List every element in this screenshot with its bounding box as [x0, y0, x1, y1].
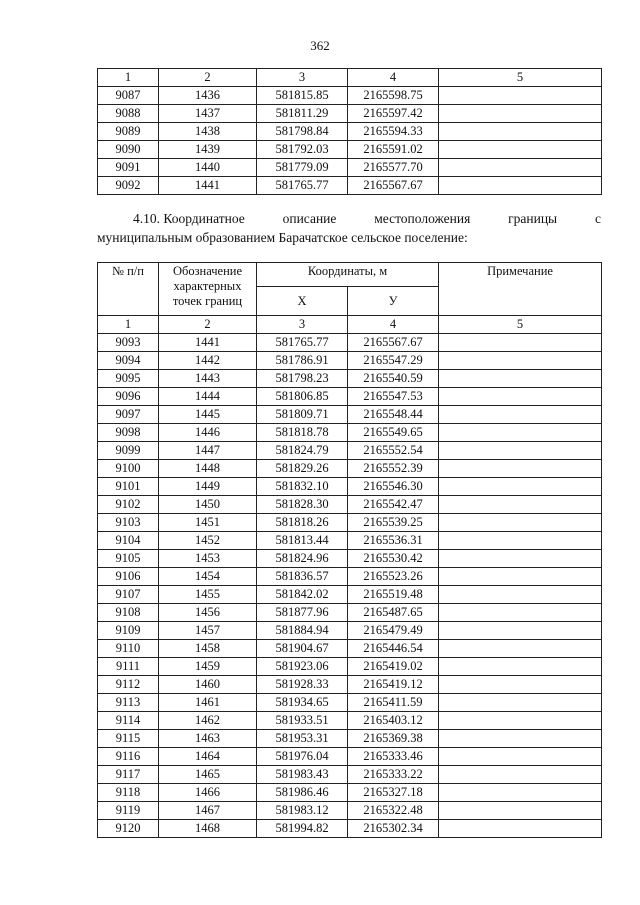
note-cell [439, 802, 602, 820]
column-number: 1 [98, 316, 159, 334]
row-number-cell: 9102 [98, 496, 159, 514]
point-designation-cell: 1467 [159, 802, 257, 820]
table-row [98, 334, 602, 352]
point-designation-cell: 1447 [159, 442, 257, 460]
point-designation-cell: 1466 [159, 784, 257, 802]
note-cell [439, 676, 602, 694]
column-number: 2 [159, 316, 257, 334]
column-number: 5 [439, 69, 602, 87]
x-coordinate-cell: 581953.31 [257, 730, 348, 748]
row-number-cell: 9103 [98, 514, 159, 532]
point-designation-cell: 1468 [159, 820, 257, 838]
note-cell [439, 514, 602, 532]
point-designation-cell: 1440 [159, 159, 257, 177]
coordinates-table [97, 262, 602, 838]
x-coordinate-cell: 581779.09 [257, 159, 348, 177]
column-number: 5 [439, 316, 602, 334]
table-row [98, 766, 602, 784]
table-body [98, 334, 602, 838]
point-designation-cell: 1446 [159, 424, 257, 442]
note-cell [439, 123, 602, 141]
x-coordinate-cell: 581986.46 [257, 784, 348, 802]
row-number-cell: 9110 [98, 640, 159, 658]
note-cell [439, 730, 602, 748]
table-row [98, 514, 602, 532]
note-cell [439, 478, 602, 496]
x-coordinate-cell: 581829.26 [257, 460, 348, 478]
table-row [98, 159, 602, 177]
x-coordinate-cell: 581824.96 [257, 550, 348, 568]
table-body [98, 87, 602, 195]
x-coordinate-cell: 581765.77 [257, 334, 348, 352]
y-coordinate-cell: 2165598.75 [348, 87, 439, 105]
page-number: 362 [310, 38, 330, 53]
heading-word: границы [508, 211, 558, 226]
note-cell [439, 622, 602, 640]
row-number-cell: 9100 [98, 460, 159, 478]
point-designation-cell: 1453 [159, 550, 257, 568]
point-designation-cell: 1461 [159, 694, 257, 712]
table-row [98, 712, 602, 730]
point-designation-cell: 1457 [159, 622, 257, 640]
table-row [98, 177, 602, 195]
table-row [98, 141, 602, 159]
table-row [98, 370, 602, 388]
x-coordinate-cell: 581815.85 [257, 87, 348, 105]
x-coordinate-cell: 581824.79 [257, 442, 348, 460]
y-coordinate-cell: 2165552.54 [348, 442, 439, 460]
y-coordinate-cell: 2165403.12 [348, 712, 439, 730]
point-designation-cell: 1441 [159, 334, 257, 352]
note-cell [439, 550, 602, 568]
x-coordinate-cell: 581836.57 [257, 568, 348, 586]
point-designation-cell: 1443 [159, 370, 257, 388]
note-cell [439, 748, 602, 766]
table-row [98, 424, 602, 442]
y-coordinate-cell: 2165530.42 [348, 550, 439, 568]
y-coordinate-cell: 2165333.22 [348, 766, 439, 784]
x-coordinate-cell: 581828.30 [257, 496, 348, 514]
x-coordinate-cell: 581798.84 [257, 123, 348, 141]
row-number-cell: 9107 [98, 586, 159, 604]
y-coordinate-cell: 2165549.65 [348, 424, 439, 442]
row-number-cell: 9099 [98, 442, 159, 460]
table-row [98, 658, 602, 676]
header-coordinates: Координаты, м [257, 263, 439, 287]
y-coordinate-cell: 2165594.33 [348, 123, 439, 141]
note-cell [439, 658, 602, 676]
y-coordinate-cell: 2165322.48 [348, 802, 439, 820]
row-number-cell: 9113 [98, 694, 159, 712]
row-number-cell: 9087 [98, 87, 159, 105]
row-number-cell: 9088 [98, 105, 159, 123]
row-number-cell: 9109 [98, 622, 159, 640]
table-row [98, 406, 602, 424]
x-coordinate-cell: 581983.43 [257, 766, 348, 784]
point-designation-cell: 1458 [159, 640, 257, 658]
column-numbering-row [98, 69, 602, 87]
note-cell [439, 640, 602, 658]
y-coordinate-cell: 2165369.38 [348, 730, 439, 748]
row-number-cell: 9120 [98, 820, 159, 838]
row-number-cell: 9091 [98, 159, 159, 177]
point-designation-cell: 1436 [159, 87, 257, 105]
x-coordinate-cell: 581934.65 [257, 694, 348, 712]
y-coordinate-cell: 2165546.30 [348, 478, 439, 496]
y-coordinate-cell: 2165327.18 [348, 784, 439, 802]
x-coordinate-cell: 581813.44 [257, 532, 348, 550]
note-cell [439, 406, 602, 424]
table-row [98, 496, 602, 514]
note-cell [439, 352, 602, 370]
y-coordinate-cell: 2165542.47 [348, 496, 439, 514]
table-row [98, 604, 602, 622]
table-row [98, 820, 602, 838]
table-row [98, 802, 602, 820]
point-designation-cell: 1438 [159, 123, 257, 141]
row-number-cell: 9106 [98, 568, 159, 586]
table-row [98, 748, 602, 766]
x-coordinate-cell: 581983.12 [257, 802, 348, 820]
row-number-cell: 9095 [98, 370, 159, 388]
point-designation-cell: 1464 [159, 748, 257, 766]
y-coordinate-cell: 2165523.26 [348, 568, 439, 586]
row-number-cell: 9101 [98, 478, 159, 496]
row-number-cell: 9098 [98, 424, 159, 442]
x-coordinate-cell: 581809.71 [257, 406, 348, 424]
y-coordinate-cell: 2165552.39 [348, 460, 439, 478]
table-row [98, 586, 602, 604]
point-designation-cell: 1455 [159, 586, 257, 604]
point-designation-cell: 1442 [159, 352, 257, 370]
note-cell [439, 460, 602, 478]
column-number: 3 [257, 69, 348, 87]
heading-word: местоположения [374, 211, 471, 226]
section-heading-line-2: муниципальным образованием Барачатское сельское поселение: [97, 230, 468, 245]
row-number-cell: 9089 [98, 123, 159, 141]
table-row [98, 532, 602, 550]
y-coordinate-cell: 2165419.12 [348, 676, 439, 694]
point-designation-cell: 1462 [159, 712, 257, 730]
note-cell [439, 388, 602, 406]
y-coordinate-cell: 2165539.25 [348, 514, 439, 532]
note-cell [439, 496, 602, 514]
x-coordinate-cell: 581994.82 [257, 820, 348, 838]
table-row [98, 694, 602, 712]
row-number-cell: 9104 [98, 532, 159, 550]
row-number-cell: 9115 [98, 730, 159, 748]
x-coordinate-cell: 581904.67 [257, 640, 348, 658]
table-row [98, 123, 602, 141]
table-row [98, 622, 602, 640]
header-x: Х [257, 287, 348, 316]
column-number: 4 [348, 316, 439, 334]
point-designation-cell: 1448 [159, 460, 257, 478]
x-coordinate-cell: 581798.23 [257, 370, 348, 388]
note-cell [439, 712, 602, 730]
table-row [98, 87, 602, 105]
note-cell [439, 766, 602, 784]
table-row [98, 352, 602, 370]
y-coordinate-cell: 2165548.44 [348, 406, 439, 424]
point-designation-cell: 1441 [159, 177, 257, 195]
note-cell [439, 784, 602, 802]
y-coordinate-cell: 2165547.29 [348, 352, 439, 370]
x-coordinate-cell: 581884.94 [257, 622, 348, 640]
column-number: 2 [159, 69, 257, 87]
y-coordinate-cell: 2165536.31 [348, 532, 439, 550]
y-coordinate-cell: 2165302.34 [348, 820, 439, 838]
note-cell [439, 87, 602, 105]
column-numbering-row [98, 316, 602, 334]
row-number-cell: 9108 [98, 604, 159, 622]
note-cell [439, 820, 602, 838]
note-cell [439, 604, 602, 622]
x-coordinate-cell: 581923.06 [257, 658, 348, 676]
table-row [98, 550, 602, 568]
header-note: Примечание [439, 263, 602, 316]
header-row-number: № п/п [98, 263, 159, 316]
heading-word: с [594, 211, 601, 226]
note-cell [439, 568, 602, 586]
y-coordinate-cell: 2165446.54 [348, 640, 439, 658]
y-coordinate-cell: 2165519.48 [348, 586, 439, 604]
y-coordinate-cell: 2165487.65 [348, 604, 439, 622]
row-number-cell: 9117 [98, 766, 159, 784]
y-coordinate-cell: 2165597.42 [348, 105, 439, 123]
table-row [98, 676, 602, 694]
point-designation-cell: 1451 [159, 514, 257, 532]
point-designation-cell: 1452 [159, 532, 257, 550]
note-cell [439, 586, 602, 604]
x-coordinate-cell: 581976.04 [257, 748, 348, 766]
table-row [98, 730, 602, 748]
point-designation-cell: 1460 [159, 676, 257, 694]
coordinates-table-continued [97, 68, 602, 195]
y-coordinate-cell: 2165547.53 [348, 388, 439, 406]
row-number-cell: 9111 [98, 658, 159, 676]
x-coordinate-cell: 581786.91 [257, 352, 348, 370]
header-point-designation: Обозначение характерных точек границ [159, 263, 257, 316]
row-number-cell: 9090 [98, 141, 159, 159]
row-number-cell: 9096 [98, 388, 159, 406]
table-row [98, 784, 602, 802]
table-row [98, 388, 602, 406]
point-designation-cell: 1463 [159, 730, 257, 748]
x-coordinate-cell: 581792.03 [257, 141, 348, 159]
x-coordinate-cell: 581765.77 [257, 177, 348, 195]
row-number-cell: 9112 [98, 676, 159, 694]
x-coordinate-cell: 581928.33 [257, 676, 348, 694]
section-heading [97, 209, 601, 247]
point-designation-cell: 1465 [159, 766, 257, 784]
point-designation-cell: 1456 [159, 604, 257, 622]
x-coordinate-cell: 581933.51 [257, 712, 348, 730]
y-coordinate-cell: 2165479.49 [348, 622, 439, 640]
y-coordinate-cell: 2165591.02 [348, 141, 439, 159]
note-cell [439, 177, 602, 195]
x-coordinate-cell: 581811.29 [257, 105, 348, 123]
heading-word: 4.10. Координатное [133, 211, 245, 226]
column-number: 3 [257, 316, 348, 334]
point-designation-cell: 1444 [159, 388, 257, 406]
row-number-cell: 9097 [98, 406, 159, 424]
note-cell [439, 532, 602, 550]
table-row [98, 105, 602, 123]
point-designation-cell: 1445 [159, 406, 257, 424]
x-coordinate-cell: 581806.85 [257, 388, 348, 406]
point-designation-cell: 1439 [159, 141, 257, 159]
note-cell [439, 141, 602, 159]
x-coordinate-cell: 581832.10 [257, 478, 348, 496]
section-heading-line-1 [97, 209, 601, 228]
column-number: 1 [98, 69, 159, 87]
column-number: 4 [348, 69, 439, 87]
row-number-cell: 9119 [98, 802, 159, 820]
row-number-cell: 9093 [98, 334, 159, 352]
table-row [98, 442, 602, 460]
y-coordinate-cell: 2165419.02 [348, 658, 439, 676]
row-number-cell: 9116 [98, 748, 159, 766]
row-number-cell: 9118 [98, 784, 159, 802]
note-cell [439, 694, 602, 712]
row-number-cell: 9092 [98, 177, 159, 195]
y-coordinate-cell: 2165567.67 [348, 177, 439, 195]
y-coordinate-cell: 2165540.59 [348, 370, 439, 388]
point-designation-cell: 1454 [159, 568, 257, 586]
note-cell [439, 442, 602, 460]
row-number-cell: 9094 [98, 352, 159, 370]
table-row [98, 460, 602, 478]
table-row [98, 568, 602, 586]
x-coordinate-cell: 581818.78 [257, 424, 348, 442]
header-y: У [348, 287, 439, 316]
note-cell [439, 159, 602, 177]
x-coordinate-cell: 581877.96 [257, 604, 348, 622]
x-coordinate-cell: 581842.02 [257, 586, 348, 604]
point-designation-cell: 1437 [159, 105, 257, 123]
row-number-cell: 9105 [98, 550, 159, 568]
x-coordinate-cell: 581818.26 [257, 514, 348, 532]
point-designation-cell: 1449 [159, 478, 257, 496]
note-cell [439, 105, 602, 123]
point-designation-cell: 1459 [159, 658, 257, 676]
y-coordinate-cell: 2165567.67 [348, 334, 439, 352]
table-row [98, 640, 602, 658]
point-designation-cell: 1450 [159, 496, 257, 514]
y-coordinate-cell: 2165333.46 [348, 748, 439, 766]
note-cell [439, 370, 602, 388]
heading-word: описание [282, 211, 337, 226]
row-number-cell: 9114 [98, 712, 159, 730]
table-row [98, 478, 602, 496]
y-coordinate-cell: 2165577.70 [348, 159, 439, 177]
y-coordinate-cell: 2165411.59 [348, 694, 439, 712]
note-cell [439, 424, 602, 442]
note-cell [439, 334, 602, 352]
